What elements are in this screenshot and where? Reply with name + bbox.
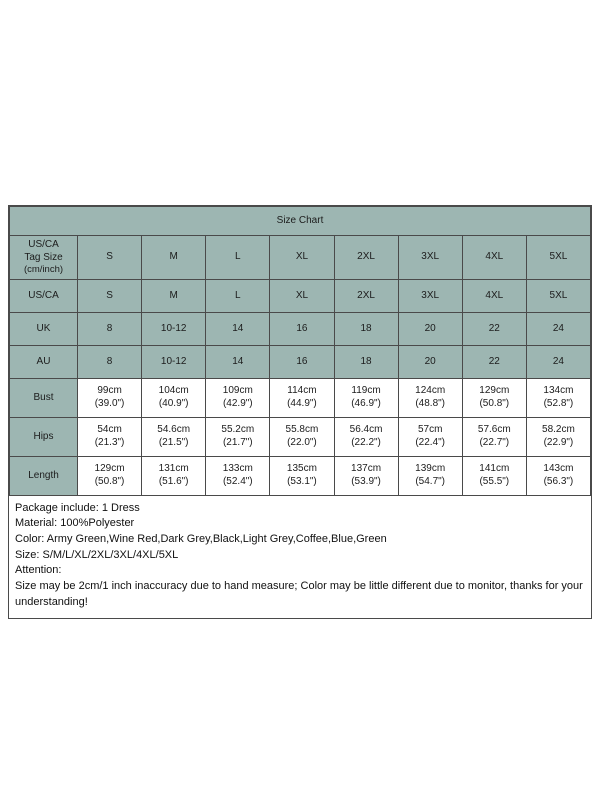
- cell-au-3: 14: [206, 345, 270, 378]
- cell-uk-3: 14: [206, 312, 270, 345]
- bust-cm-1: 99cm: [97, 385, 122, 397]
- size-chart-table: [9, 206, 591, 496]
- length-cm-7: 141cm: [479, 463, 510, 475]
- cell-hips-8: [526, 417, 590, 456]
- hips-cm-1: 54cm: [97, 424, 122, 436]
- cell-uk-4: 16: [270, 312, 334, 345]
- cell-au-5: 18: [334, 345, 398, 378]
- size-chart-sheet: [8, 205, 592, 619]
- bust-cm-3: 109cm: [222, 385, 253, 397]
- cell-bust-1: [78, 378, 142, 417]
- cell-bust-7: [462, 378, 526, 417]
- cell-length-6: [398, 456, 462, 495]
- bust-cm-6: 124cm: [415, 385, 446, 397]
- cell-length-8: [526, 456, 590, 495]
- cell-usca-4: XL: [270, 279, 334, 312]
- cell-uk-8: 24: [526, 312, 590, 345]
- bust-in-5: (46.9"): [351, 397, 381, 409]
- length-in-2: (51.6"): [158, 475, 189, 487]
- cell-length-2: [142, 456, 206, 495]
- cell-hips-3: [206, 417, 270, 456]
- row-label-tag-size: [10, 236, 78, 280]
- bust-in-3: (42.9"): [222, 397, 253, 409]
- cell-au-4: 16: [270, 345, 334, 378]
- cell-uk-7: 22: [462, 312, 526, 345]
- length-in-6: (54.7"): [415, 475, 446, 487]
- table-row: [10, 279, 591, 312]
- cell-hips-6: [398, 417, 462, 456]
- bust-cm-4: 114cm: [287, 385, 317, 397]
- row-label-uk: UK: [10, 312, 78, 345]
- length-cm-5: 137cm: [351, 463, 382, 475]
- cell-length-5: [334, 456, 398, 495]
- cell-tagsize-4xl: 4XL: [462, 236, 526, 280]
- table-row: [10, 456, 591, 495]
- cell-usca-1: S: [78, 279, 142, 312]
- hips-cm-3: 55.2cm: [221, 424, 255, 436]
- length-in-4: (53.1"): [287, 475, 317, 487]
- note-attention-text: Size may be 2cm/1 inch inaccuracy due to hand measure; Color may be little different due to monitor, thanks for your understanding!: [15, 579, 583, 608]
- product-notes: [9, 496, 591, 618]
- cell-bust-4: [270, 378, 334, 417]
- cell-bust-8: [526, 378, 590, 417]
- hips-cm-4: 55.8cm: [285, 424, 319, 436]
- cell-tagsize-s: S: [78, 236, 142, 280]
- bust-cm-2: 104cm: [158, 385, 189, 397]
- cell-au-2: 10-12: [142, 345, 206, 378]
- bust-in-1: (39.0"): [94, 397, 125, 409]
- cell-usca-8: 5XL: [526, 279, 590, 312]
- length-cm-4: 135cm: [286, 463, 317, 475]
- length-cm-6: 139cm: [415, 463, 446, 475]
- cell-length-3: [206, 456, 270, 495]
- hips-in-3: (21.7"): [222, 436, 253, 448]
- cell-hips-1: [78, 417, 142, 456]
- hips-cm-7: 57.6cm: [477, 424, 511, 436]
- table-row: [10, 312, 591, 345]
- cell-uk-5: 18: [334, 312, 398, 345]
- length-in-1: (50.8"): [94, 475, 125, 487]
- hips-in-8: (22.9"): [543, 436, 574, 448]
- cell-bust-3: [206, 378, 270, 417]
- tag-size-line-3: (cm/inch): [23, 264, 64, 275]
- length-in-8: (56.3"): [543, 475, 574, 487]
- note-color: Color: Army Green,Wine Red,Dark Grey,Black,Light Grey,Coffee,Blue,Green: [15, 533, 387, 546]
- note-attention-label: Attention:: [15, 564, 62, 577]
- row-label-hips: Hips: [10, 417, 78, 456]
- cell-bust-5: [334, 378, 398, 417]
- cell-uk-1: 8: [78, 312, 142, 345]
- length-in-7: (55.5"): [479, 475, 510, 487]
- bust-in-6: (48.8"): [415, 397, 446, 409]
- cell-au-7: 22: [462, 345, 526, 378]
- cell-au-1: 8: [78, 345, 142, 378]
- cell-au-8: 24: [526, 345, 590, 378]
- row-label-au: AU: [10, 345, 78, 378]
- cell-uk-2: 10-12: [142, 312, 206, 345]
- cell-au-6: 20: [398, 345, 462, 378]
- bust-in-2: (40.9"): [158, 397, 189, 409]
- note-material: Material: 100%Polyester: [15, 517, 135, 530]
- cell-tagsize-3xl: 3XL: [398, 236, 462, 280]
- hips-in-1: (21.3"): [94, 436, 125, 448]
- cell-tagsize-m: M: [142, 236, 206, 280]
- bust-cm-5: 119cm: [351, 385, 381, 397]
- hips-cm-8: 58.2cm: [542, 424, 575, 436]
- hips-in-7: (22.7"): [479, 436, 510, 448]
- hips-cm-2: 54.6cm: [157, 424, 191, 436]
- bust-in-4: (44.9"): [287, 397, 317, 409]
- length-in-5: (53.9"): [351, 475, 381, 487]
- cell-hips-4: [270, 417, 334, 456]
- length-cm-2: 131cm: [158, 463, 189, 475]
- cell-tagsize-xl: XL: [270, 236, 334, 280]
- row-label-length: Length: [10, 456, 78, 495]
- row-label-usca: US/CA: [10, 279, 78, 312]
- bust-in-7: (50.8"): [479, 397, 510, 409]
- cell-uk-6: 20: [398, 312, 462, 345]
- cell-bust-2: [142, 378, 206, 417]
- length-cm-8: 143cm: [543, 463, 574, 475]
- size-chart-title: Size Chart: [10, 207, 591, 236]
- length-cm-3: 133cm: [222, 463, 253, 475]
- hips-in-6: (22.4"): [415, 436, 446, 448]
- note-size: Size: S/M/L/XL/2XL/3XL/4XL/5XL: [15, 548, 179, 561]
- length-in-3: (52.4"): [222, 475, 253, 487]
- length-cm-1: 129cm: [94, 463, 125, 475]
- table-row: [10, 417, 591, 456]
- cell-length-4: [270, 456, 334, 495]
- hips-in-5: (22.2"): [351, 436, 381, 448]
- cell-bust-6: [398, 378, 462, 417]
- tag-size-line-2: Tag Size: [24, 251, 63, 263]
- note-package: Package include: 1 Dress: [15, 501, 140, 514]
- cell-usca-7: 4XL: [462, 279, 526, 312]
- cell-hips-2: [142, 417, 206, 456]
- cell-usca-6: 3XL: [398, 279, 462, 312]
- bust-cm-7: 129cm: [479, 385, 510, 397]
- hips-cm-6: 57cm: [417, 424, 443, 436]
- table-row: [10, 345, 591, 378]
- table-row: [10, 236, 591, 280]
- cell-hips-5: [334, 417, 398, 456]
- tag-size-line-1: US/CA: [28, 239, 59, 250]
- hips-cm-5: 56.4cm: [349, 424, 383, 436]
- cell-tagsize-5xl: 5XL: [526, 236, 590, 280]
- cell-length-1: [78, 456, 142, 495]
- hips-in-2: (21.5"): [158, 436, 189, 448]
- size-chart-body: [10, 207, 591, 496]
- cell-tagsize-l: L: [206, 236, 270, 280]
- table-row: [10, 378, 591, 417]
- cell-tagsize-2xl: 2XL: [334, 236, 398, 280]
- cell-hips-7: [462, 417, 526, 456]
- bust-cm-8: 134cm: [543, 385, 574, 397]
- cell-usca-2: M: [142, 279, 206, 312]
- hips-in-4: (22.0"): [287, 436, 317, 448]
- cell-length-7: [462, 456, 526, 495]
- cell-usca-5: 2XL: [334, 279, 398, 312]
- table-title-row: [10, 207, 591, 236]
- bust-in-8: (52.8"): [543, 397, 574, 409]
- row-label-bust: Bust: [10, 378, 78, 417]
- cell-usca-3: L: [206, 279, 270, 312]
